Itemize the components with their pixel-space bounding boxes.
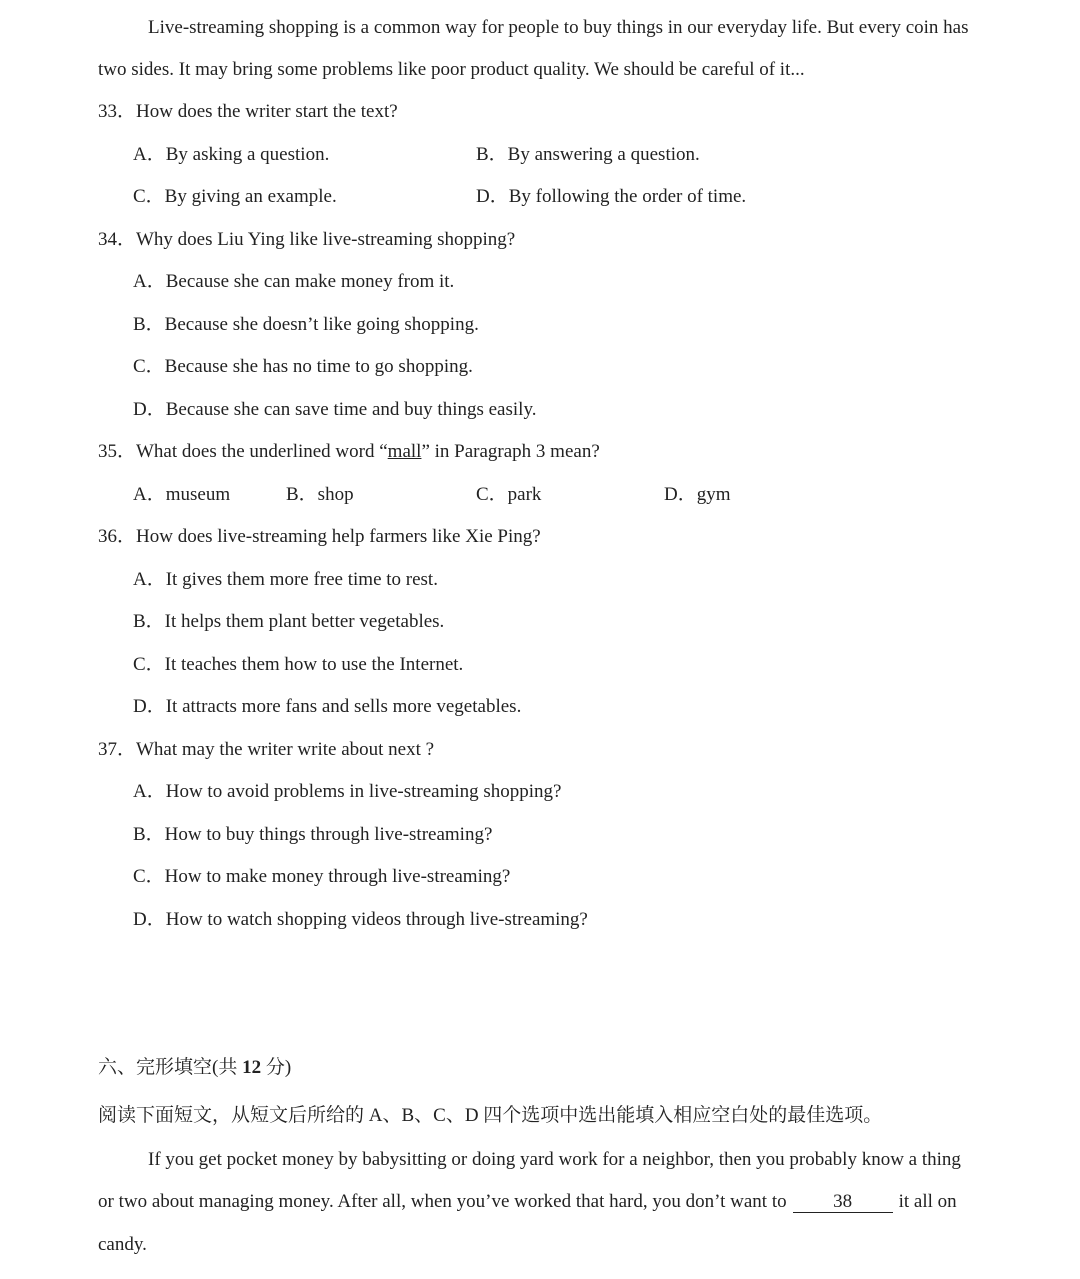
section-6-title-post: 分) [261,1057,292,1078]
section-6-title-pre: 六、完形填空(共 [98,1057,243,1078]
question-34-option-c: C．Because she has no time to go shopping. [133,356,473,377]
intro-line-2: two sides. It may bring some problems like poor product quality. We should be careful of it... [98,59,805,80]
question-33-option-a: A．By asking a question. [133,144,330,165]
question-34-stem: 34．Why does Liu Ying like live-streaming shopping? [98,229,516,250]
question-34-option-b: B．Because she doesn’t like going shopping. [133,314,479,335]
question-35-option-b: B．shop [286,484,354,505]
question-36-option-a: A．It gives them more free time to rest. [133,569,438,590]
question-35-option-d: D．gym [664,484,731,505]
section-6-instruction: 阅读下面短文，从短文后所给的 A、B、C、D 四个选项中选出能填入相应空白处的最佳选项。 [98,1105,883,1126]
underlined-word: mall [387,441,422,462]
question-37-option-a: A．How to avoid problems in live-streaming shopping? [133,781,562,802]
section-6-title [98,1056,291,1080]
cloze-line-2-pre: or two about managing money. After all, when you’ve worked that hard, you don’t want to [98,1191,787,1212]
question-35-stem-pre: 35．What does the underlined word “ [98,441,388,462]
question-33-option-b: B．By answering a question. [476,144,700,165]
question-34-option-a: A．Because she can make money from it. [133,271,455,292]
question-35-option-a: A．museum [133,484,231,505]
blank-38: 38 [793,1192,893,1213]
cloze-line-3: candy. [98,1234,147,1255]
cloze-line-2 [98,1190,957,1214]
cloze-line-1: If you get pocket money by babysitting or doing yard work for a neighbor, then you probably know a thing [148,1149,961,1170]
question-35-option-c: C．park [476,484,542,505]
question-37-option-c: C．How to make money through live-streaming? [133,866,511,887]
question-37-option-d: D．How to watch shopping videos through live-streaming? [133,909,588,930]
question-33-option-c: C．By giving an example. [133,186,337,207]
question-37-option-b: B．How to buy things through live-streaming? [133,824,493,845]
question-33-option-d: D．By following the order of time. [476,186,747,207]
question-37-stem: 37．What may the writer write about next ? [98,739,435,760]
question-34-option-d: D．Because she can save time and buy things easily. [133,399,537,420]
question-35-stem [98,440,600,464]
question-36-option-c: C．It teaches them how to use the Internet. [133,654,464,675]
question-36-stem: 36．How does live-streaming help farmers like Xie Ping? [98,526,541,547]
intro-line-1: Live-streaming shopping is a common way for people to buy things in our everyday life. But every coin has [148,17,969,38]
question-36-option-b: B．It helps them plant better vegetables. [133,611,445,632]
question-35-stem-post: ” in Paragraph 3 mean? [421,441,600,462]
section-6-points: 12 [242,1057,262,1078]
question-36-option-d: D．It attracts more fans and sells more vegetables. [133,696,522,717]
cloze-line-2-post: it all on [898,1191,957,1212]
question-33-stem: 33．How does the writer start the text? [98,101,398,122]
